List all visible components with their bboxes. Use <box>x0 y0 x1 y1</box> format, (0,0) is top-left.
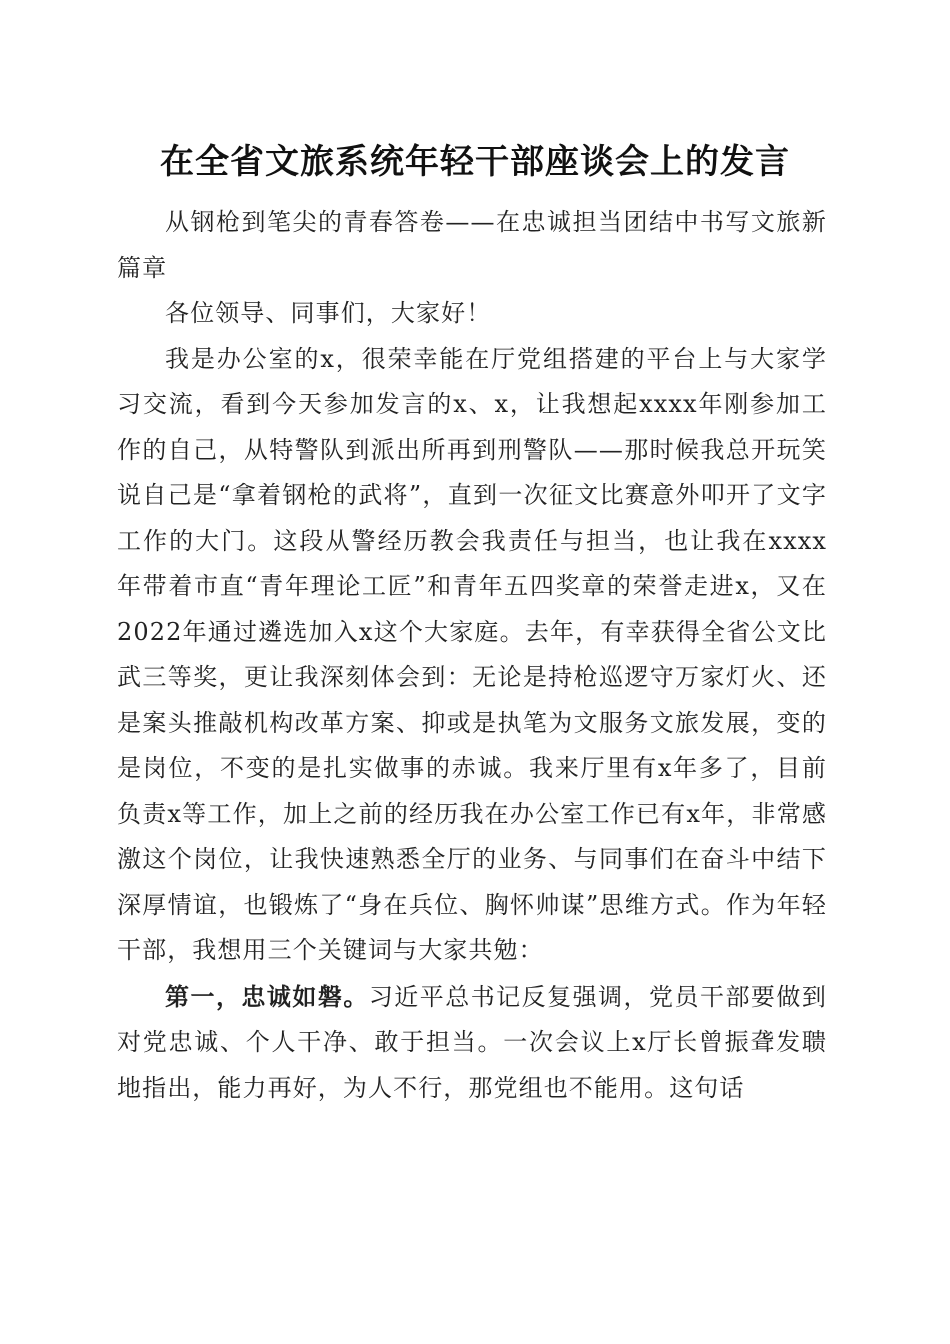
subtitle-paragraph: 从钢枪到笔尖的青春答卷——在忠诚担当团结中书写文旅新篇章 <box>117 208 827 282</box>
intro-paragraph: 我是办公室的x，很荣幸能在厅党组搭建的平台上与大家学习交流，看到今天参加发言的x、x，让我想起xxxx年刚参加工作的自己，从特警队到派出所再到刑警队——那时候我总开玩笑说自己是“拿着钢枪的武将”，直到一次征文比赛意外叩开了文字工作的大门。这段从警经历教会我责任与担当，也让我在xxxx年带着市直“青年理论工匠”和青年五四奖章的荣誉走进x，又在2022年通过遴选加入x这个大家庭。去年，有幸获得全省公文比武三等奖，更让我深刻体会到：无论是持枪巡逻守万家灯火、还是案头推敲机构改革方案、抑或是执笔为文服务文旅发展，变的是岗位，不变的是扎实做事的赤诚。我来厅里有x年多了，目前负责x等工作，加上之前的经历我在办公室工作已有x年，非常感激这个岗位，让我快速熟悉全厅的业务、与同事们在奋斗中结下深厚情谊，也锻炼了“身在兵位、胸怀帅谋”思维方式。作为年轻干部，我想用三个关键词与大家共勉： <box>117 344 827 964</box>
document-body <box>117 200 827 1111</box>
greeting-paragraph: 各位领导、同事们，大家好！ <box>165 299 492 327</box>
point-one-text: 习近平总书记反复强调，党员干部要做到对党忠诚、个人干净、敢于担当。一次会议上x厅长曾振聋发聩地指出，能力再好，为人不行，那党组也不能用。这句话 <box>117 982 827 1102</box>
point-one-paragraph <box>117 974 827 1112</box>
document-title: 在全省文旅系统年轻干部座谈会上的发言 <box>160 142 790 182</box>
point-one-lead: 第一，忠诚如磐。 <box>165 981 369 1011</box>
